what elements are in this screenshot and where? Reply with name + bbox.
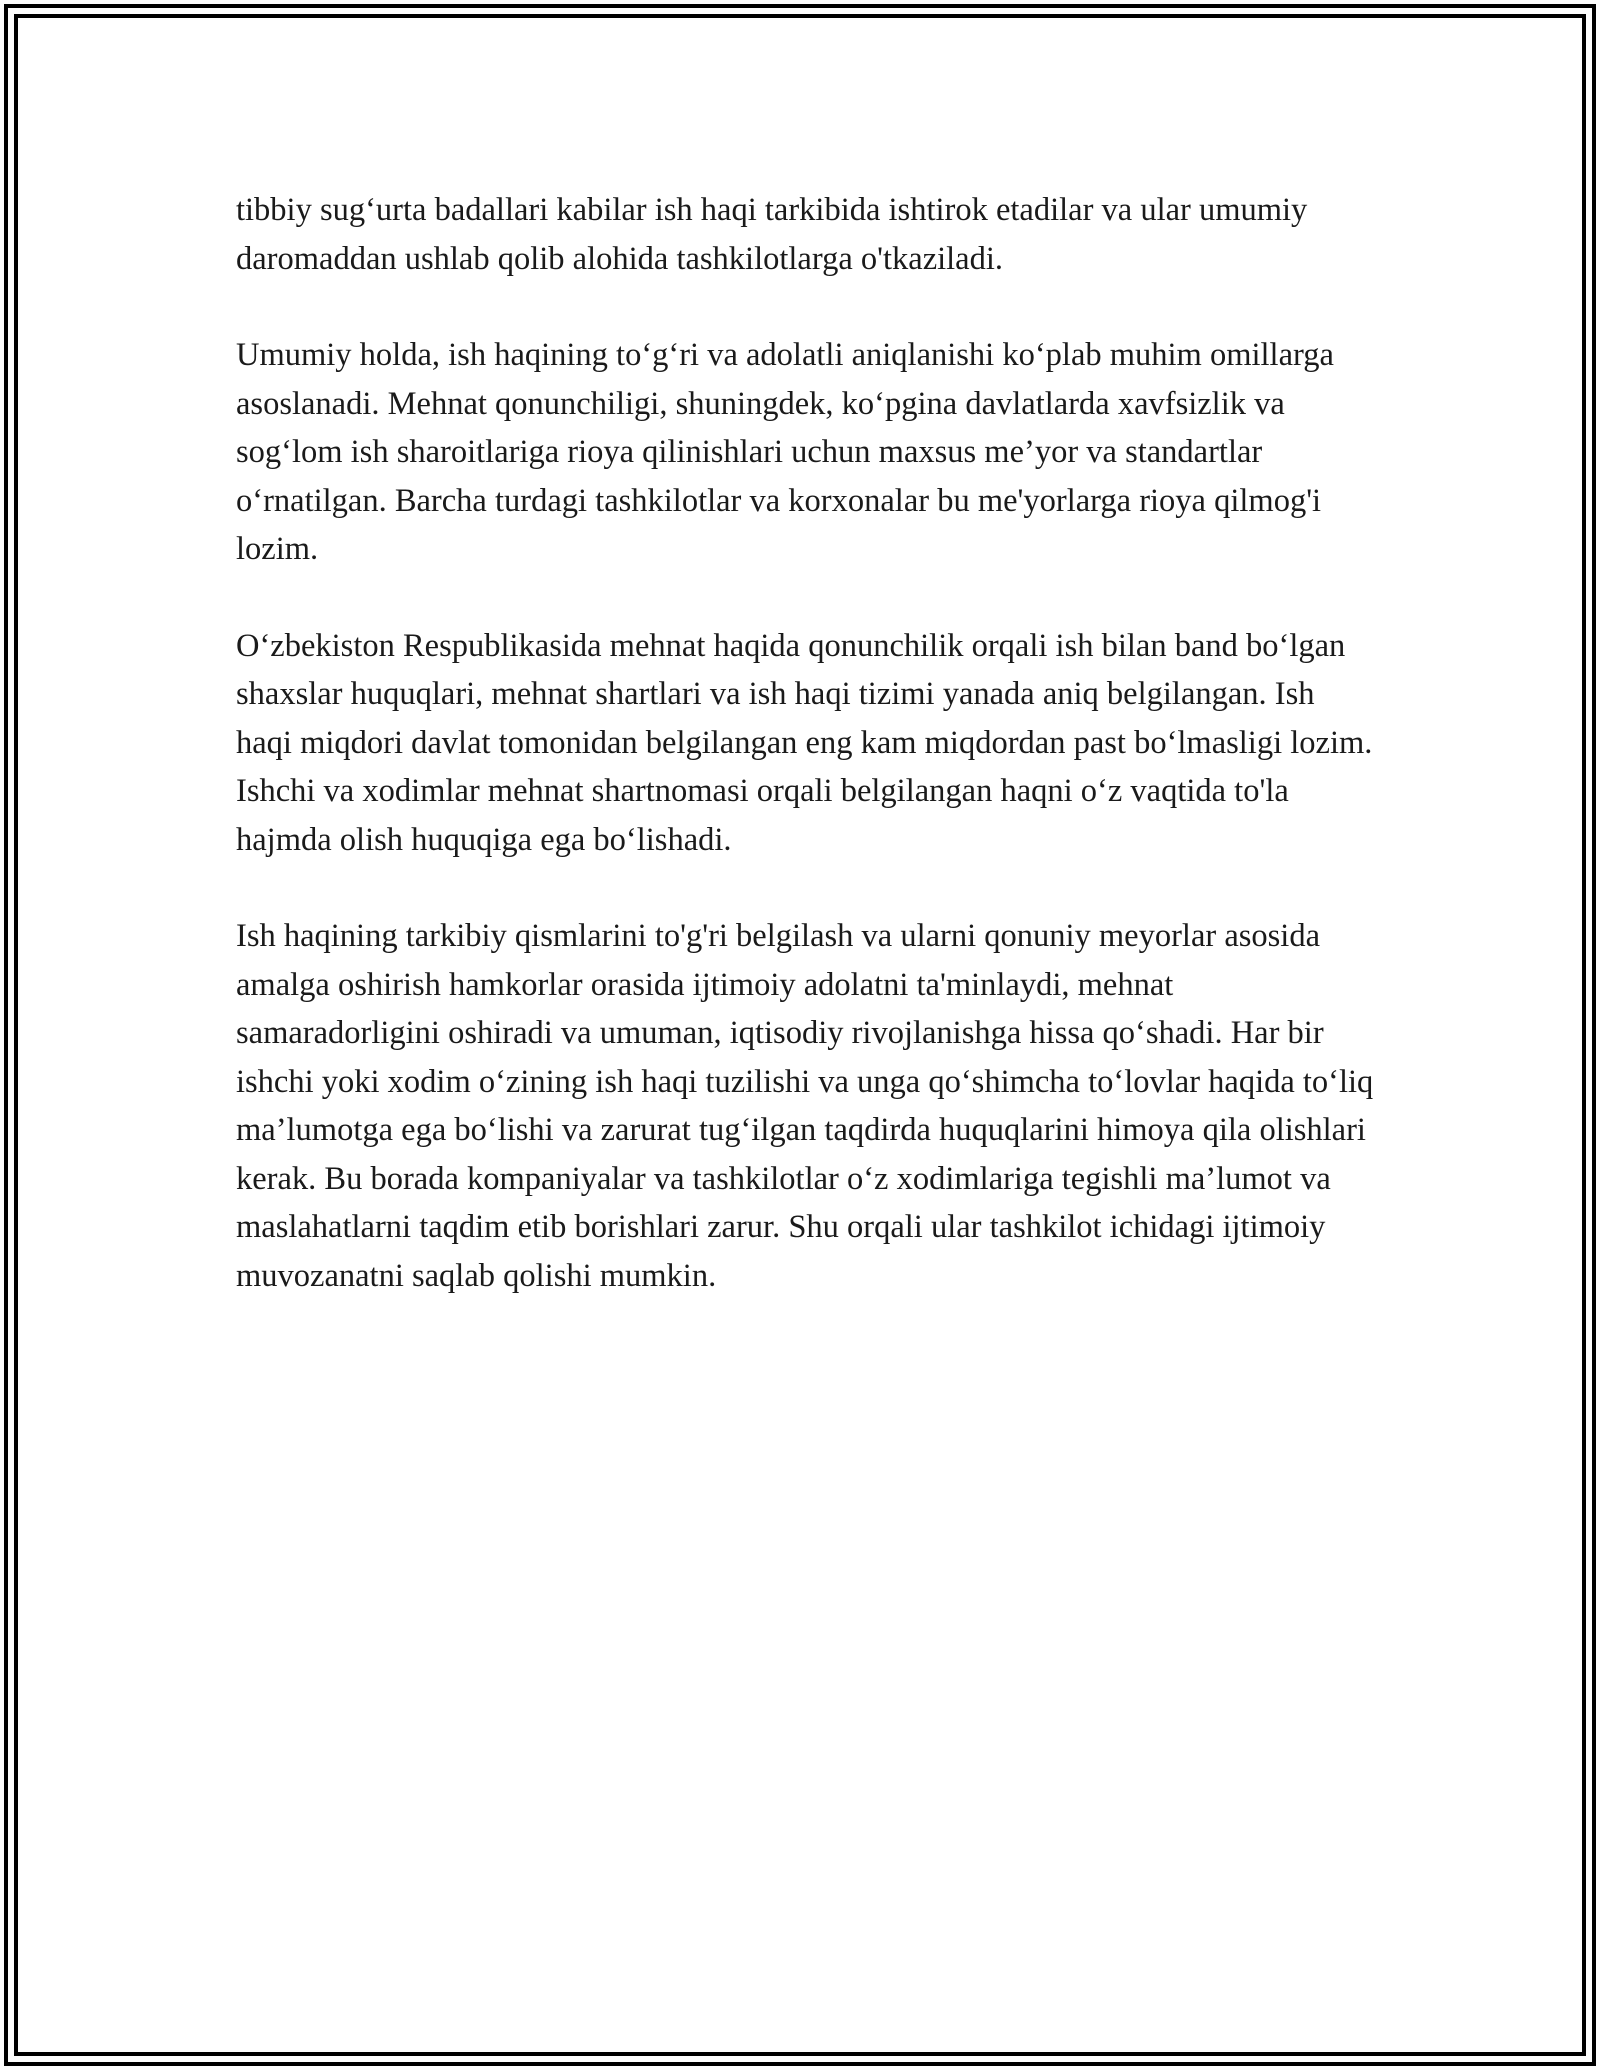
document-body	[236, 186, 1376, 1348]
paragraph-2: Umumiy holda, ish haqining to‘g‘ri va adolatli aniqlanishi ko‘plab muhim omillarga asoslanadi. Mehnat qonunchiligi, shuningdek, ko‘pgina davlatlarda xavfsizlik va sog‘lom ish sharoitlariga rioya qilinishlari uchun maxsus me’yor va standartlar o‘rnatilgan. Barcha turdagi tashkilotlar va korxonalar bu me'yorlarga rioya qilmog'i lozim.	[236, 337, 1334, 567]
paragraph-4: Ish haqining tarkibiy qismlarini to'g'ri belgilash va ularni qonuniy meyorlar asosida amalga oshirish hamkorlar orasida ijtimoiy adolatni ta'minlaydi, mehnat samaradorligini oshiradi va umuman, iqtisodiy rivojlanishga hissa qo‘shadi. Har bir ishchi yoki xodim o‘zining ish haqi tuzilishi va unga qo‘shimcha to‘lovlar haqida to‘liq ma’lumotga ega bo‘lishi va zarurat tug‘ilgan taqdirda huquqlarini himoya qila olishlari kerak. Bu borada kompaniyalar va tashkilotlar o‘z xodimlariga tegishli ma’lumot va maslahatlarni taqdim etib borishlari zarur. Shu orqali ular tashkilot ichidagi ijtimoiy muvozanatni saqlab qolishi mumkin.	[236, 918, 1374, 1294]
paragraph-1: tibbiy sug‘urta badallari kabilar ish haqi tarkibida ishtirok etadilar va ular umumiy daromaddan ushlab qolib alohida tashkilotlarga o'tkaziladi.	[236, 192, 1308, 277]
paragraph-3: O‘zbekiston Respublikasida mehnat haqida qonunchilik orqali ish bilan band bo‘lgan shaxslar huquqlari, mehnat shartlari va ish haqi tizimi yanada aniq belgilangan. Ish haqi miqdori davlat tomonidan belgilangan eng kam miqdordan past bo‘lmasligi lozim. Ishchi va xodimlar mehnat shartnomasi orqali belgilangan haqni o‘z vaqtida to'la hajmda olish huquqiga ega bo‘lishadi.	[236, 627, 1373, 858]
